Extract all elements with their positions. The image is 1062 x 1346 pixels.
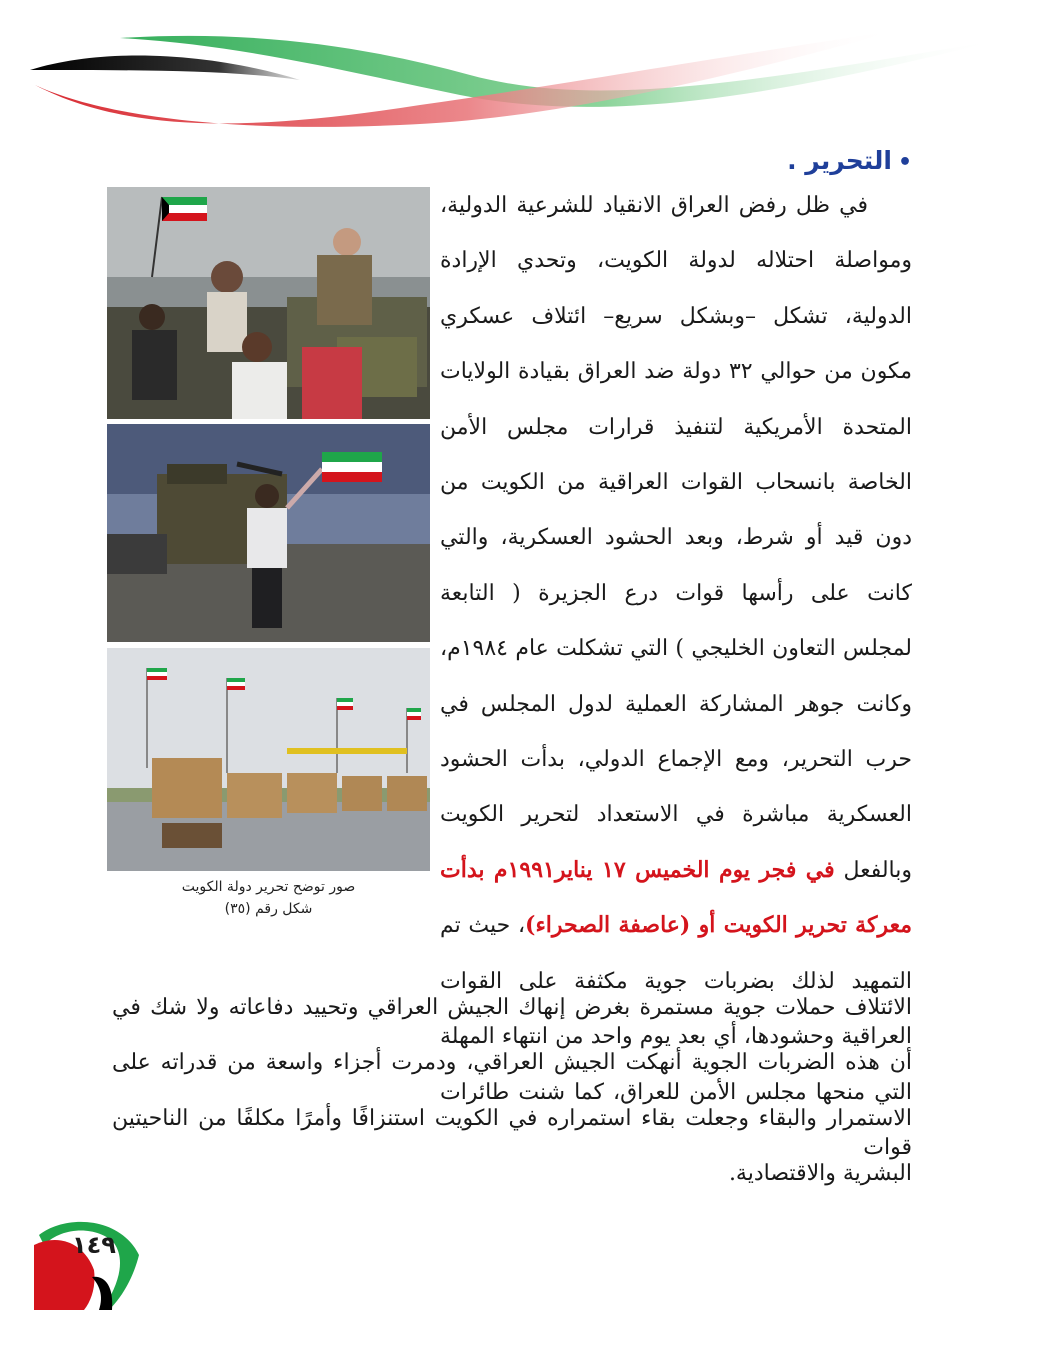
figure-caption — [107, 876, 430, 920]
page-corner-decoration — [34, 1215, 144, 1310]
paragraph-intro: في ظل رفض العراق الانقياد للشرعية الدولية، ومواصلة احتلاله لدولة الكويت، وتحدي الإرادة الدولية، تشكل –وبشكل سريع– ائتلاف عسكري مكون من حوالي ٣٢ دولة ضد العراق بقيادة الولايات المتحدة الأمريكية لتنفيذ قرارات مجلس الأمن الخاصة بانسحاب القوات العراقية من الكويت من دون قيد أو شرط، وبعد الحشود العسكرية، والتي كانت على رأسها قوات درع الجزيرة ( التابعة لمجلس التعاون الخليجي ) التي تشكلت عام ١٩٨٤م، وكانت جوهر المشاركة العملية لدول المجلس في حرب التحرير، ومع الإجماع الدولي، بدأت الحشود العسكرية مباشرة في الاستعداد لتحرير الكويت وبالفعل — [440, 193, 912, 883]
section-heading — [787, 146, 912, 175]
page-number: ١٤٩ — [72, 1231, 116, 1259]
heading-bullet: • — [897, 150, 912, 175]
photo-celebration-crowd — [107, 187, 430, 419]
flag-swoosh-decoration — [0, 0, 1062, 135]
paragraph-intro-end: ، حيث تم التمهيد لذلك بضربات جوية مكثفة على القوات العراقية وحشودها، أي بعد يوم واحد من انتهاء المهلة التي منحها مجلس الأمن للعراق، كما شنت طائرات قوات — [440, 913, 912, 1160]
highlighted-date-text: في فجر يوم الخميس ١٧ يناير١٩٩١م بدأت معركة تحرير الكويت أو (عاصفة الصحراء) — [440, 856, 912, 939]
photo-man-with-flag — [107, 424, 430, 642]
caption-line-1: صور توضح تحرير دولة الكويت — [181, 879, 356, 895]
photo-vehicle-parade — [107, 648, 430, 871]
caption-line-2: شكل رقم (٣٥) — [224, 901, 313, 917]
heading-text: التحرير . — [787, 146, 892, 175]
paragraph-conclusion: الائتلاف حملات جوية مستمرة بغرض إنهاك الجيش العراقي وتحييد دفاعاته ولا شك في أن هذه الضربات الجوية أنهكت الجيش العراقي، ودمرت أجزاء واسعة من قدراته على الاستمرار والبقاء وجعلت بقاء استمراره في الكويت استنزافًا وأمرًا مكلفًا من الناحيتين البشرية والاقتصادية. — [112, 995, 912, 1187]
body-text-lower — [112, 980, 912, 1202]
